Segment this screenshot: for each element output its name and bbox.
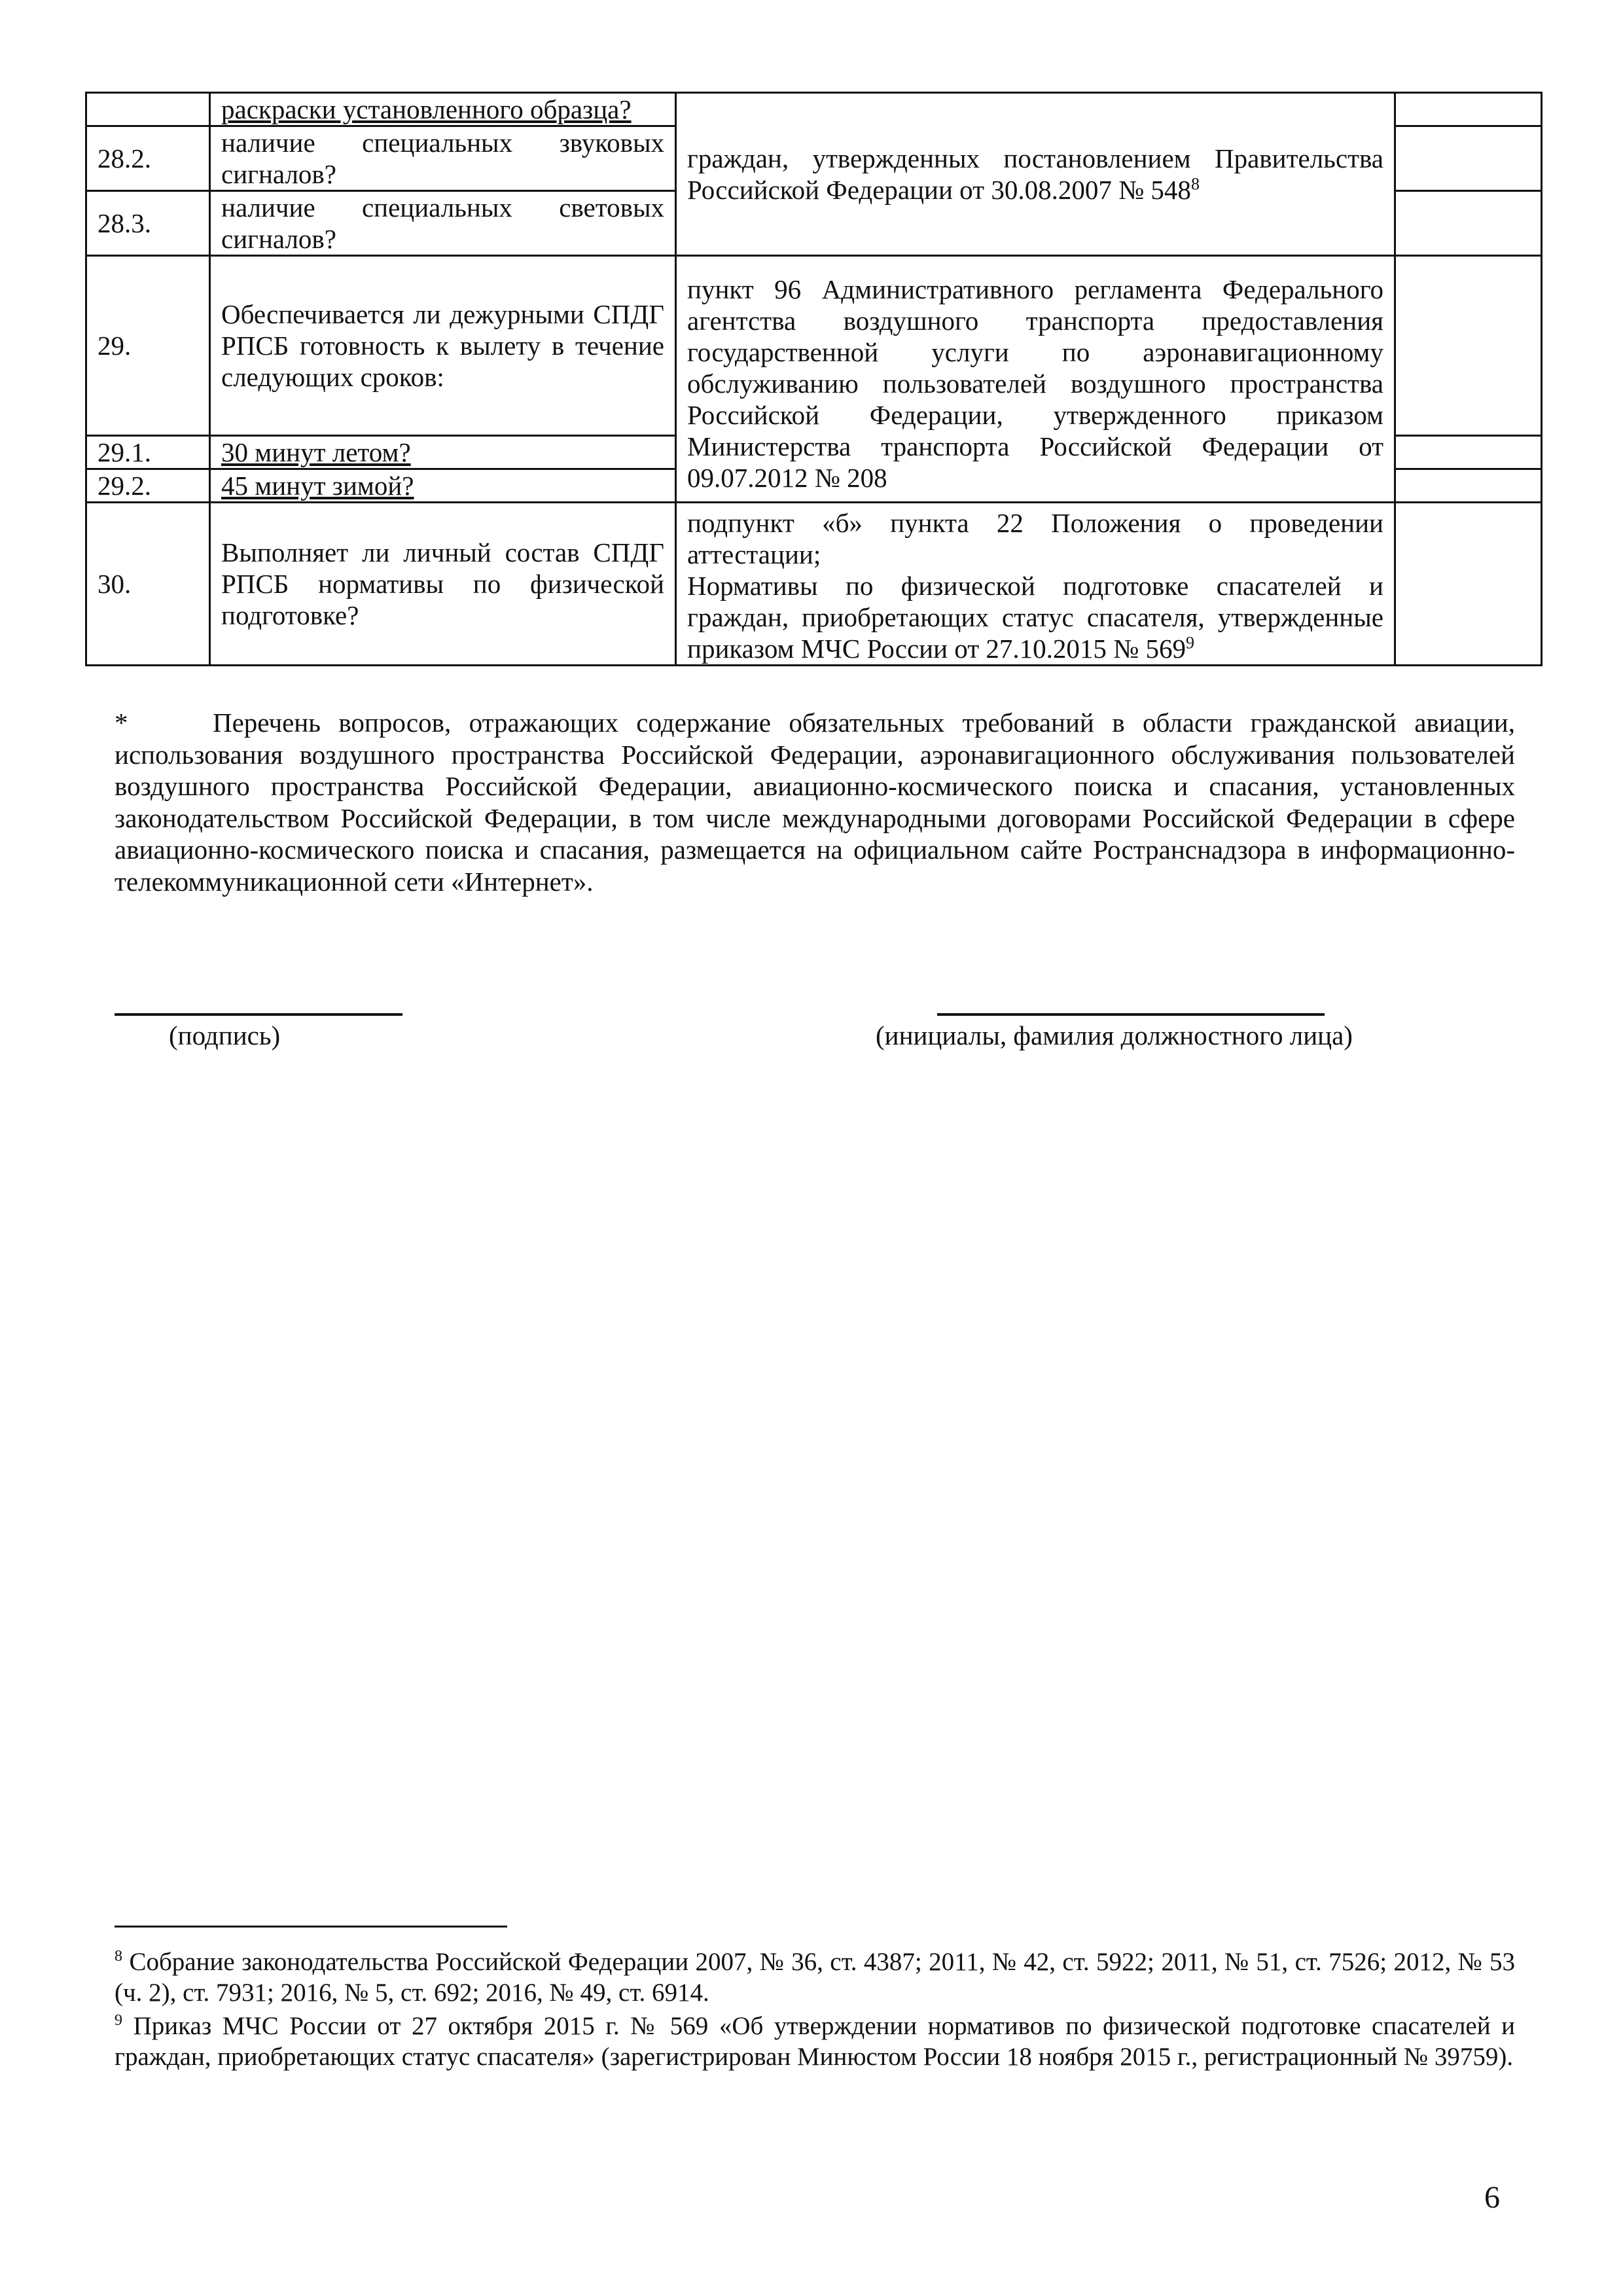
question-cell: наличие специальных звуковых сигналов? [210, 126, 676, 191]
official-name-label: (инициалы, фамилия должностного лица) [876, 1020, 1353, 1050]
page-number: 6 [1484, 2180, 1500, 2215]
reference-text: граждан, утвержденных постановлением Правительства Российской Федерации от 30.08.2007 № 548 [687, 143, 1383, 205]
footnote-mark: 9 [115, 2012, 122, 2029]
table-row [86, 93, 1542, 126]
question-cell [210, 93, 676, 126]
name-line [937, 1013, 1325, 1016]
table-row [86, 256, 1542, 436]
signature-line [115, 1013, 402, 1016]
answer-cell [1395, 191, 1542, 256]
answer-cell [1395, 436, 1542, 469]
question-text: 30 минут летом? [221, 437, 411, 467]
question-cell: Выполняет ли личный состав СПДГ РПСБ нормативы по физической подготовке? [210, 503, 676, 666]
answer-cell [1395, 503, 1542, 666]
row-number: 29.2. [86, 469, 210, 503]
row-number: 28.2. [86, 126, 210, 191]
asterisk-note: Перечень вопросов, отражающих содержание обязательных требований в области гражданской авиации, использования воздушного пространства Российской Федерации, аэронавигационного обслуживания пользователей воздушного пространства Российской Федерации, авиационно-космического поиска и спасания, установленных законодательством Российской Федерации, в том числе международными договорами Российской Федерации в сфере авиационно-космического поиска и спасания, размещается на официальном сайте Ространснадзора в информационно-телекоммуникационной сети «Интернет». [115, 708, 1515, 897]
answer-cell [1395, 256, 1542, 436]
question-cell: наличие специальных световых сигналов? [210, 191, 676, 256]
row-number: 30. [86, 503, 210, 666]
reference-cell [676, 93, 1395, 256]
footnote-9 [115, 2011, 1515, 2072]
question-cell [210, 469, 676, 503]
question-text: раскраски установленного образца? [221, 94, 632, 124]
reference-cell [676, 256, 1395, 503]
footnote-text: Приказ МЧС России от 27 октября 2015 г. № 569 «Об утверждении нормативов по физической подготовке спасателей и граждан, приобретающих статус спасателя» (зарегистрирован Минюстом России 18 ноября 2015 г., регистрационный № 39759). [115, 2012, 1516, 2071]
row-number: 29. [86, 256, 210, 436]
answer-cell [1395, 126, 1542, 191]
reference-cell [676, 503, 1395, 666]
footnote-ref-9: 9 [1186, 633, 1195, 653]
answer-cell [1395, 93, 1542, 126]
row-number [86, 93, 210, 126]
table-row [86, 503, 1542, 666]
row-number: 29.1. [86, 436, 210, 469]
answer-cell [1395, 469, 1542, 503]
requirements-table [85, 92, 1543, 666]
footnote-ref-8: 8 [1190, 174, 1200, 194]
asterisk-marker: * [115, 708, 128, 738]
signature-label: (подпись) [169, 1020, 281, 1050]
question-cell: Обеспечивается ли дежурными СПДГ РПСБ готовность к вылету в течение следующих сроков: [210, 256, 676, 436]
row-number: 28.3. [86, 191, 210, 256]
question-text: 45 минут зимой? [221, 471, 414, 501]
footnote-text: Собрание законодательства Российской Федерации 2007, № 36, ст. 4387; 2011, № 42, ст. 5922; 2011, № 51, ст. 7526; 2012, № 53 (ч. 2), ст. 7931; 2016, № 5, ст. 692; 2016, № 49, ст. 6914. [115, 1948, 1516, 2007]
question-cell [210, 436, 676, 469]
reference-text: пункт 96 Административного регламента Федерального агентства воздушного транспорта предоставления государственной услуги по аэронавигационному обслуживанию пользователей воздушного пространства Российской Федерации, утвержденного приказом Министерства транспорта Российской Федерации от 09.07.2012 № 208 [687, 274, 1383, 493]
reference-text: подпункт «б» пункта 22 Положения о проведении аттестации; [687, 508, 1383, 569]
reference-text [687, 570, 1383, 664]
footnote-separator [115, 1926, 507, 1928]
reference-text-line2: Нормативы по физической подготовке спасателей и граждан, приобретающих статус спасателя, утвержденные приказом МЧС России от 27.10.2015 № 569 [687, 571, 1383, 664]
footnote-mark: 8 [115, 1948, 122, 1965]
footnote-8 [115, 1947, 1515, 2008]
